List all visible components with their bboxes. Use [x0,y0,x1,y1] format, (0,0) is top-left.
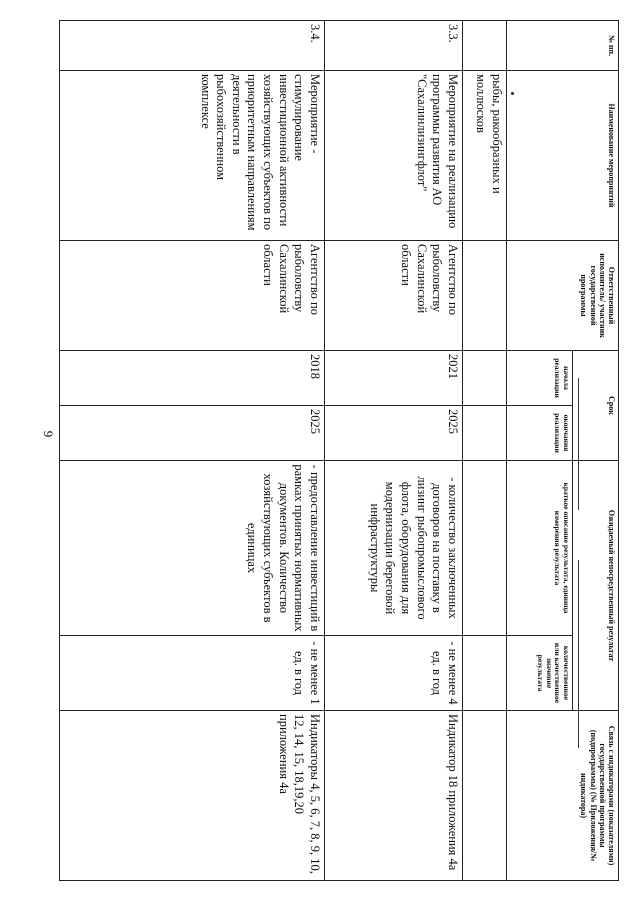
cell-name: рыбы, ракообразных и моллюсков [463,71,507,241]
table-row [463,21,507,881]
page-number: 9 [41,430,56,438]
cell-start: 2018 [60,351,325,406]
header-result-desc: краткое описание результата, единица измерения результата [507,461,573,636]
cell-desc [463,461,507,636]
cell-link: Индикаторы 4, 5, 6, 7, 8, 9, 10, 12, 14, 15, 18,19,20 приложения 4а [60,711,325,881]
cell-responsible: Агентство по рыболовству Сахалинской области [325,241,463,351]
header-name: Наименование мероприятий [507,71,619,241]
cell-responsible [463,241,507,351]
cell-end: 2025 [60,406,325,461]
table-row [60,21,325,881]
cell-value [463,636,507,711]
activities-table [59,20,619,881]
header-num: № пп. [507,21,619,71]
cell-value: - не менее 4 ед. в год [325,636,463,711]
cell-desc: - предоставление инвестиций в рамках принятых нормативных документов. Количество хозяйствующих субъектов в единицах [60,461,325,636]
cell-num [463,21,507,71]
cell-desc: - количество заключенных договоров на поставку в лизинг рыбопромыслового флота, оборудования для модернизации береговой инфраструктуры [325,461,463,636]
cell-end [463,406,507,461]
header-result-value: количественное или качественное значение результата [507,636,573,711]
table-row [325,21,463,881]
header-term: Срок [573,351,619,461]
header-responsible: Ответственный исполнитель/ участник государственной программы [507,241,619,351]
cell-num: 3.4. [60,21,325,71]
cell-link [463,711,507,881]
table-wrapper [59,20,619,880]
header-result: Ожидаемый непосредственный результат [573,461,619,711]
cell-name: Мероприятие на реализацию программы развития АО "Сахалинлизингфлот" [325,71,463,241]
header-term-start: начала реализации [507,351,573,406]
cell-end: 2025 [325,406,463,461]
header-term-end: окончания реализации [507,406,573,461]
cell-link: Индикатор 18 приложения 4а [325,711,463,881]
cell-num: 3.3. [325,21,463,71]
cell-responsible: Агентство по рыболовству Сахалинской области [60,241,325,351]
cell-name: Мероприятие - стимулирование инвестиционной активности хозяйствующих субъектов по приоритетным направлениям деятельности в рыбохозяйственном комплексе [60,71,325,241]
rotated-table-container [59,20,619,880]
cell-value: - не менее 1 ед. в год [60,636,325,711]
header-link: Связь с индикаторами (показателями) государственной программы (подпрограммы) (№ Приложения/№ индикатора) [507,711,619,881]
cell-start [463,351,507,406]
cell-start: 2021 [325,351,463,406]
